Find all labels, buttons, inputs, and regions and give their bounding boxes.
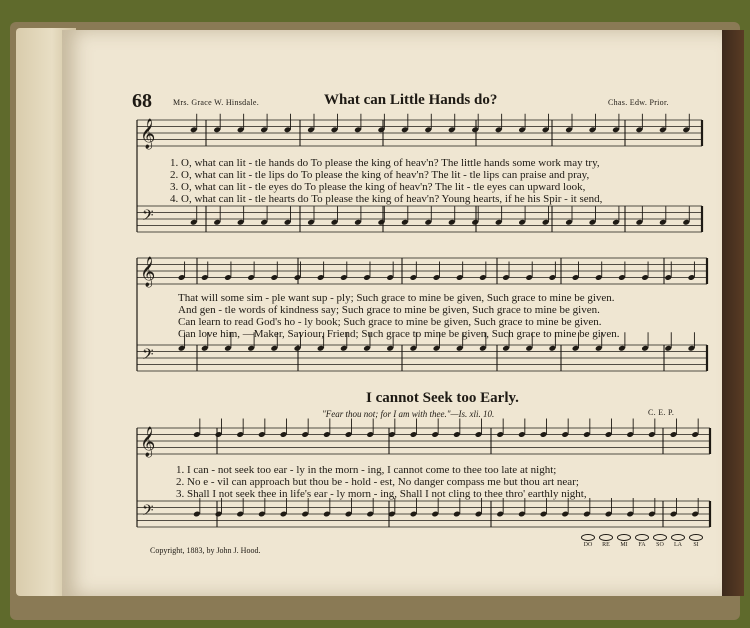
hymn1-verse3-line2: Can learn to read God's ho - ly book; Such grace to mine be given, Such grace to mine be given. [178,316,602,328]
solfege-si: SI [688,534,704,548]
h2-treble-clef-icon: 𝄞 [140,427,156,458]
hymn1-verse1-line1: 1. O, what can lit - tle hands do To please the king of heav'n? The little hands some work may try, [170,157,600,169]
solfege-mi: MI [616,534,632,548]
solfege-la: LA [670,534,686,548]
hymn2-epigraph: "Fear thou not; for I am with thee."—Is. xli. 10. [322,409,495,419]
page-number: 68 [132,90,152,112]
hymn2-verse2: 2. No e - vil can approach but thou be - hold - est, No danger compass me but thou art near; [176,476,579,488]
hymn1-music-credit: Chas. Edw. Prior. [608,98,669,107]
h1s1-bass-clef-icon: 𝄢 [142,206,154,228]
hymn1-verse3-line1: 3. O, what can lit - tle eyes do To please the king of heav'n? The lit - tle eyes can upward look, [170,181,586,193]
hymn1-title: What can Little Hands do? [324,92,498,108]
hymn1-verse1-line2: That will some sim - ple want sup - ply; Such grace to mine be given, Such grace to mine be given. [178,292,615,304]
hymn2-verse3: 3. Shall I not seek thee in life's ear - ly morn - ing, Shall I not cling to thee thro' earthly night, [176,488,587,500]
h1s2-treble-clef-icon: 𝄞 [140,257,156,288]
hymn1-verse4-line2: Can love him, —Maker, Saviour, Friend; Such grace to mine be given, Such grace to mine be given. [178,328,620,340]
hymn1-verse4-line1: 4. O, what can lit - tle hearts do To please the king of heav'n? Young hearts, if he his Spir - it send, [170,193,603,205]
copyright-notice: Copyright, 1883, by John J. Hood. [150,546,261,555]
h1s2-bass-clef-icon: 𝄢 [142,345,154,367]
h1s1-treble-clef-icon: 𝄞 [140,119,156,150]
solfege-fa: FA [634,534,650,548]
hymn2-title: I cannot Seek too Early. [366,390,519,406]
solfege-so: SO [652,534,668,548]
h2-bass-clef-icon: 𝄢 [142,501,154,523]
solfege-re: RE [598,534,614,548]
hymn2-verse1: 1. I can - not seek too ear - ly in the morn - ing, I cannot come to thee too late at night; [176,464,557,476]
hymn1-verse2-line2: And gen - tle words of kindness say; Such grace to mine be given, Such grace to mine be given. [178,304,600,316]
solfege-do: DO [580,534,596,548]
hymn1-verse2-line1: 2. O, what can lit - tle lips do To please the king of heav'n? The lit - tle lips can praise and pray, [170,169,590,181]
hymn2-author: C. E. P. [648,408,675,417]
hymn1-words-credit: Mrs. Grace W. Hinsdale. [173,98,259,107]
solfege-key [580,534,704,548]
